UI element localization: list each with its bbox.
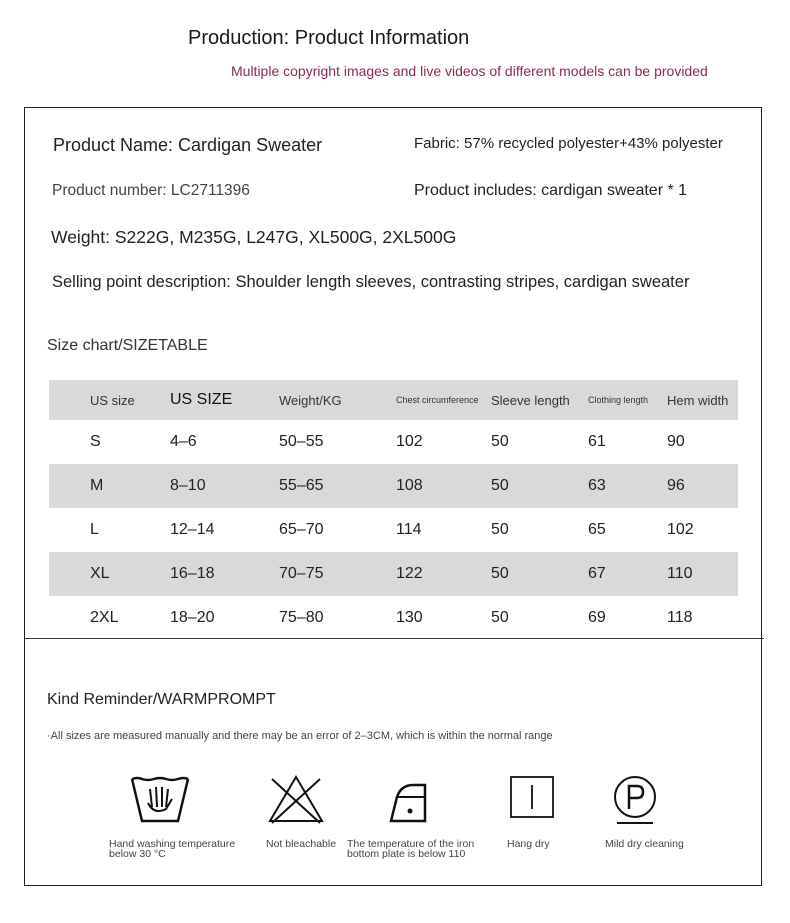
table-row <box>49 596 738 640</box>
cell: 61 <box>588 433 606 450</box>
cell: 108 <box>396 477 423 494</box>
no-bleach-icon <box>241 773 351 827</box>
dry-clean-label: Mild dry cleaning <box>605 838 684 850</box>
product-includes: Product includes: cardigan sweater * 1 <box>414 182 688 199</box>
cell: 12–14 <box>170 521 215 538</box>
cell: 18–20 <box>170 609 215 626</box>
header-sleeve: Sleeve length <box>491 392 570 408</box>
size-chart-title: Size chart/SIZETABLE <box>47 337 208 354</box>
cell: 50 <box>491 433 509 450</box>
cell: 102 <box>396 433 423 450</box>
cell: 122 <box>396 565 423 582</box>
cell: 2XL <box>90 609 119 626</box>
cell: 50 <box>491 521 509 538</box>
cell: 70–75 <box>279 565 324 582</box>
table-row <box>49 552 738 596</box>
reminder-note: ·All sizes are measured manually and there may be an error of 2–3CM, which is within the normal range <box>47 730 553 742</box>
hang-dry-icon <box>477 773 587 821</box>
cell: 50 <box>491 609 509 626</box>
cell: 65–70 <box>279 521 324 538</box>
cell: L <box>90 521 99 538</box>
cell: 130 <box>396 609 423 626</box>
page-title: Production: Product Information <box>188 27 470 49</box>
product-number: Product number: LC2711396 <box>52 182 250 199</box>
header-chest: Chest circumference <box>396 395 479 405</box>
product-fabric: Fabric: 57% recycled polyester+43% polyester <box>414 135 723 152</box>
cell: M <box>90 477 104 494</box>
header-us-size-range: US SIZE <box>170 391 233 408</box>
cell: S <box>90 433 101 450</box>
product-name: Product Name: Cardigan Sweater <box>53 135 323 155</box>
cell: 50–55 <box>279 433 324 450</box>
selling-point: Selling point description: Shoulder length sleeves, contrasting stripes, cardigan sweater <box>52 273 690 291</box>
hang-dry-label: Hang dry <box>507 838 550 850</box>
cell: 8–10 <box>170 477 206 494</box>
reminder-title: Kind Reminder/WARMPROMPT <box>47 691 276 708</box>
header-us-size: US size <box>90 392 135 408</box>
hand-wash-label: Hand washing temperature below 30 °C <box>109 838 236 860</box>
section-divider <box>24 638 764 639</box>
cell: 50 <box>491 565 509 582</box>
cell: 4–6 <box>170 433 197 450</box>
cell: 110 <box>667 565 693 582</box>
table-row <box>49 420 738 464</box>
cell: 114 <box>396 521 422 538</box>
cell: 90 <box>667 433 685 450</box>
cell: 69 <box>588 609 606 626</box>
no-bleach-label: Not bleachable <box>266 838 337 850</box>
cell: 63 <box>588 477 606 494</box>
header-clothing-length: Clothing length <box>588 395 649 405</box>
product-weight: Weight: S222G, M235G, L247G, XL500G, 2XL500G <box>51 227 457 247</box>
header-weight: Weight/KG <box>279 392 342 408</box>
size-table <box>49 380 738 640</box>
cell: 118 <box>667 609 693 626</box>
cell: 102 <box>667 521 694 538</box>
cell: 55–65 <box>279 477 324 494</box>
dry-clean-icon <box>580 773 690 827</box>
cell: XL <box>90 565 110 582</box>
cell: 96 <box>667 477 685 494</box>
cell: 67 <box>588 565 606 582</box>
iron-icon <box>358 773 468 827</box>
iron-label: The temperature of the iron bottom plate is below 110 <box>347 838 475 860</box>
table-row <box>49 464 738 508</box>
size-table-header <box>49 380 738 420</box>
table-row <box>49 508 738 552</box>
cell: 65 <box>588 521 606 538</box>
header-hem: Hem width <box>667 392 729 408</box>
hand-wash-icon <box>105 773 215 829</box>
cell: 75–80 <box>279 609 324 626</box>
cell: 16–18 <box>170 565 215 582</box>
cell: 50 <box>491 477 509 494</box>
page-subtitle: Multiple copyright images and live videos of different models can be provided <box>231 63 708 79</box>
